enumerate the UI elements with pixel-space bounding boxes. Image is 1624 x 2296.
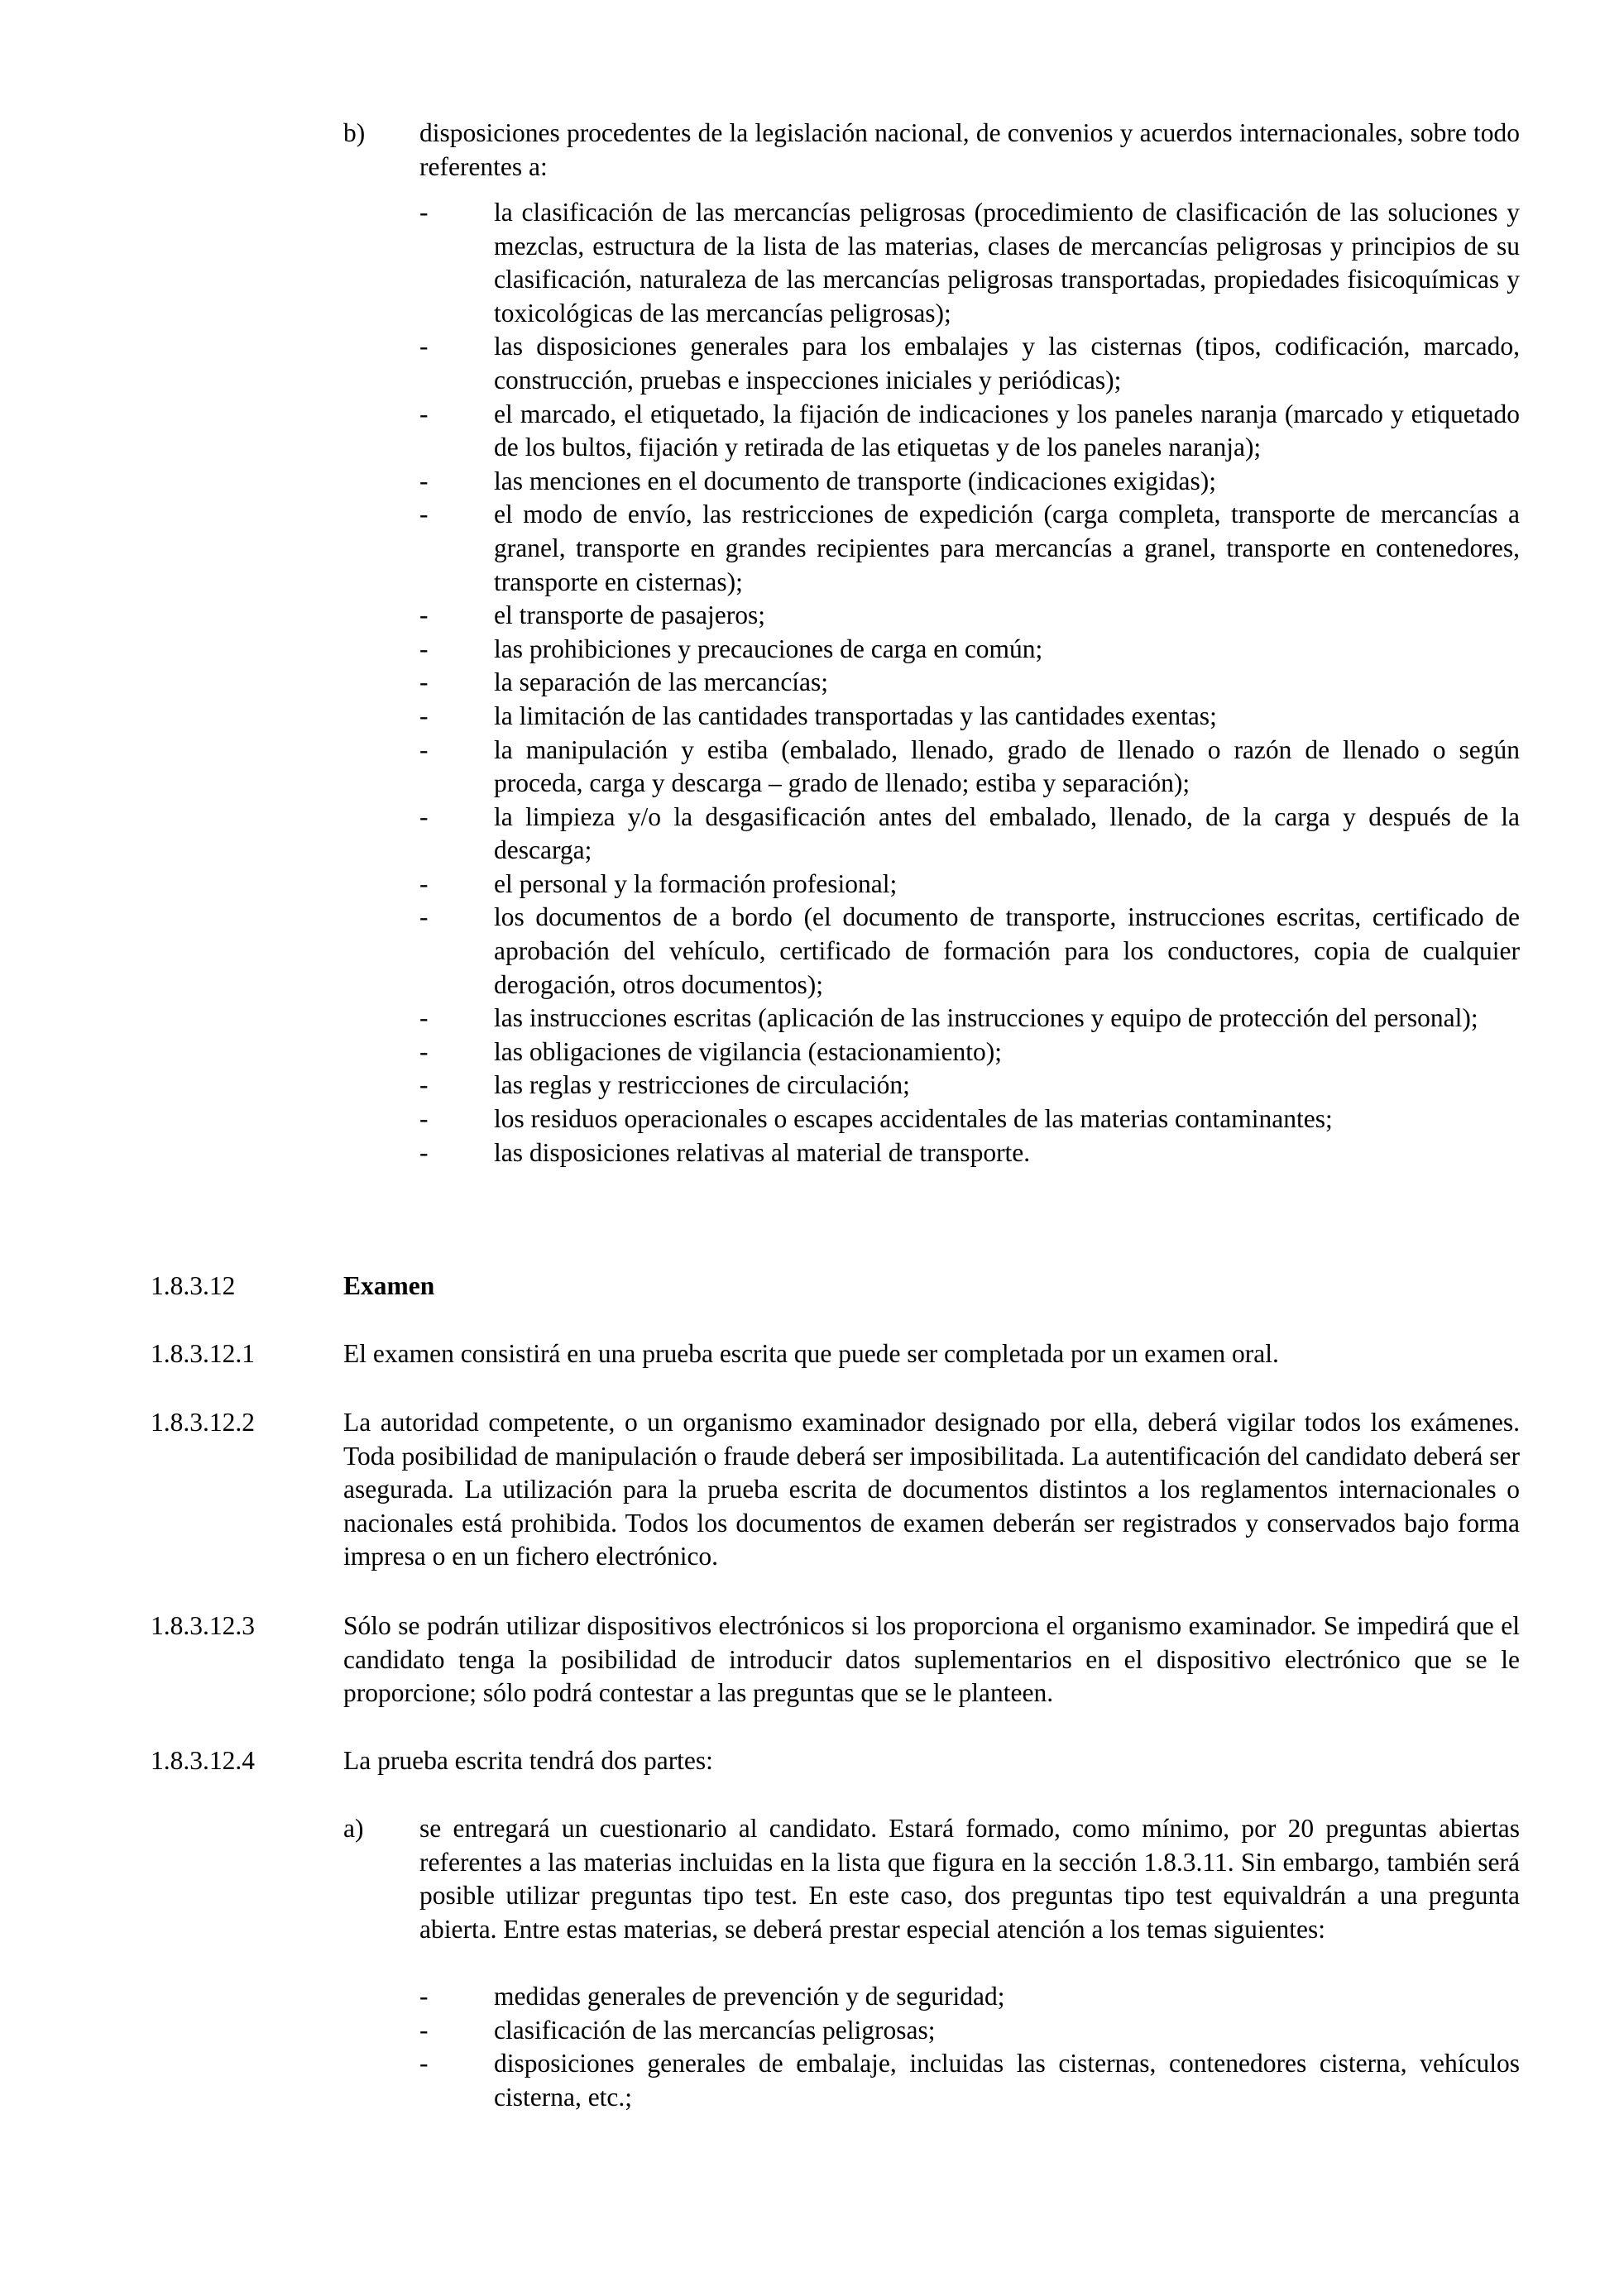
dash-bullet: -	[419, 1036, 429, 1066]
list-item: - las prohibiciones y precauciones de carga en común;	[494, 633, 1520, 667]
dash-bullet: -	[419, 667, 429, 697]
dash-bullet: -	[419, 500, 429, 529]
paragraph-text: La prueba escrita tendrá dos partes:	[343, 1746, 713, 1775]
dash-bullet: -	[419, 734, 429, 764]
list-item: - las disposiciones generales para los embalajes y las cisternas (tipos, codificación, marcado, construcción, pruebas e inspecciones iniciales y periódicas);	[419, 332, 1520, 395]
paragraph-number: 1.8.3.12.3	[151, 1611, 255, 1640]
paragraph-text: Sólo se podrán utilizar dispositivos electrónicos si los proporciona el organismo examinador. Se impedirá que el candidato tenga la posibilidad de introducir datos suplementarios en el dispositivo electrónico que se le proporcione; sólo podrá contestar a las preguntas que se le planteen.	[343, 1611, 1520, 1708]
list-item: - las menciones en el documento de transporte (indicaciones exigidas);	[494, 465, 1520, 499]
paragraph-number: 1.8.3.12.1	[151, 1339, 255, 1368]
list-marker-b: b)	[343, 118, 366, 147]
dash-bullet: -	[419, 399, 429, 428]
dash-bullet: -	[419, 466, 429, 495]
section-number: 1.8.3.12	[151, 1271, 236, 1300]
paragraph-text: El examen consistirá en una prueba escrita que puede ser completada por un examen oral.	[343, 1339, 1279, 1368]
section-b-list	[419, 196, 1520, 1170]
dash-bullet: -	[419, 1003, 429, 1033]
section-a-intro: se entregará un cuestionario al candidato. Estará formado, como mínimo, por 20 preguntas abiertas referentes a las materias incluidas en la lista que figura en la sección 1.8.3.11. Sin embargo, también será posible utilizar preguntas tipo test. En este caso, dos preguntas tipo test equivaldrán a una pregunta abierta. Entre estas materias, se deberá prestar especial atención a los temas siguientes:	[419, 1814, 1520, 1944]
dash-bullet: -	[419, 634, 429, 663]
list-item: - el marcado, el etiquetado, la fijación de indicaciones y los paneles naranja (marcado y etiquetado de los bultos, fijación y retirada de las etiquetas y de los paneles naranja);	[419, 399, 1520, 462]
dash-bullet: -	[419, 701, 429, 730]
list-item: - la limitación de las cantidades transportadas y las cantidades exentas;	[494, 700, 1520, 734]
list-item: - las obligaciones de vigilancia (estacionamiento);	[494, 1036, 1520, 1069]
dash-bullet: -	[419, 2049, 429, 2078]
list-item: - los residuos operacionales o escapes accidentales de las materias contaminantes;	[494, 1103, 1520, 1136]
list-item: - las reglas y restricciones de circulación;	[494, 1069, 1520, 1103]
dash-bullet: -	[419, 600, 429, 630]
dash-bullet: -	[419, 1104, 429, 1134]
dash-bullet: -	[419, 1137, 429, 1167]
list-item: - la clasificación de las mercancías peligrosas (procedimiento de clasificación de las soluciones y mezclas, estructura de la lista de las materias, clases de mercancías peligrosas y principios de su clasificación, naturaleza de las mercancías peligrosas transportadas, propiedades fisicoquímicas y toxicológicas de las mercancías peligrosas);	[419, 198, 1520, 328]
dash-bullet: -	[419, 1070, 429, 1100]
list-item: - los documentos de a bordo (el documento de transporte, instrucciones escritas, certificado de aprobación del vehículo, certificado de formación para los conductores, copia de cualquier derogación, otros documentos);	[419, 902, 1520, 999]
list-item: - las instrucciones escritas (aplicación de las instrucciones y equipo de protección del personal);	[494, 1002, 1520, 1036]
list-item: - el transporte de pasajeros;	[494, 599, 1520, 633]
dash-bullet: -	[419, 198, 429, 227]
paragraph-number: 1.8.3.12.4	[151, 1746, 255, 1775]
list-item: - la limpieza y/o la desgasificación antes del embalado, llenado, de la carga y después de la descarga;	[419, 801, 1520, 865]
list-item: - el personal y la formación profesional;	[494, 868, 1520, 902]
list-marker-a: a)	[343, 1814, 364, 1843]
section-title: Examen	[343, 1271, 435, 1300]
list-item: - la manipulación y estiba (embalado, llenado, grado de llenado o razón de llenado o según proceda, carga y descarga – grado de llenado; estiba y separación);	[419, 734, 1520, 798]
dash-bullet: -	[419, 332, 429, 361]
section-b-intro: disposiciones procedentes de la legislación nacional, de convenios y acuerdos internacionales, sobre todo referentes a:	[419, 118, 1520, 181]
dash-bullet: -	[419, 1982, 429, 2011]
dash-bullet: -	[419, 902, 429, 932]
list-item: - las disposiciones relativas al material de transporte.	[494, 1136, 1520, 1170]
list-item: - medidas generales de prevención y de seguridad;	[494, 1980, 1520, 2014]
dash-bullet: -	[419, 868, 429, 898]
paragraph-number: 1.8.3.12.2	[151, 1408, 255, 1437]
list-item: - disposiciones generales de embalaje, incluidas las cisternas, contenedores cisterna, vehículos cisterna, etc.;	[419, 2049, 1520, 2112]
list-item: - el modo de envío, las restricciones de expedición (carga completa, transporte de mercancías a granel, transporte en grandes recipientes para mercancías a granel, transporte en contenedores, transporte en cisternas);	[419, 500, 1520, 596]
dash-bullet: -	[419, 2015, 429, 2045]
dash-bullet: -	[419, 801, 429, 831]
list-item: - la separación de las mercancías;	[494, 666, 1520, 700]
section-a-list	[419, 1980, 1520, 2114]
list-item: - clasificación de las mercancías peligrosas;	[494, 2014, 1520, 2048]
paragraph-text: La autoridad competente, o un organismo examinador designado por ella, deberá vigilar todos los exámenes. Toda posibilidad de manipulación o fraude deberá ser imposibilitada. La autentificación del candidato deberá ser asegurada. La utilización para la prueba escrita de documentos distintos a los reglamentos internacionales o nacionales está prohibida. Todos los documentos de examen deberán ser registrados y conservados bajo forma impresa o en un fichero electrónico.	[343, 1408, 1520, 1571]
